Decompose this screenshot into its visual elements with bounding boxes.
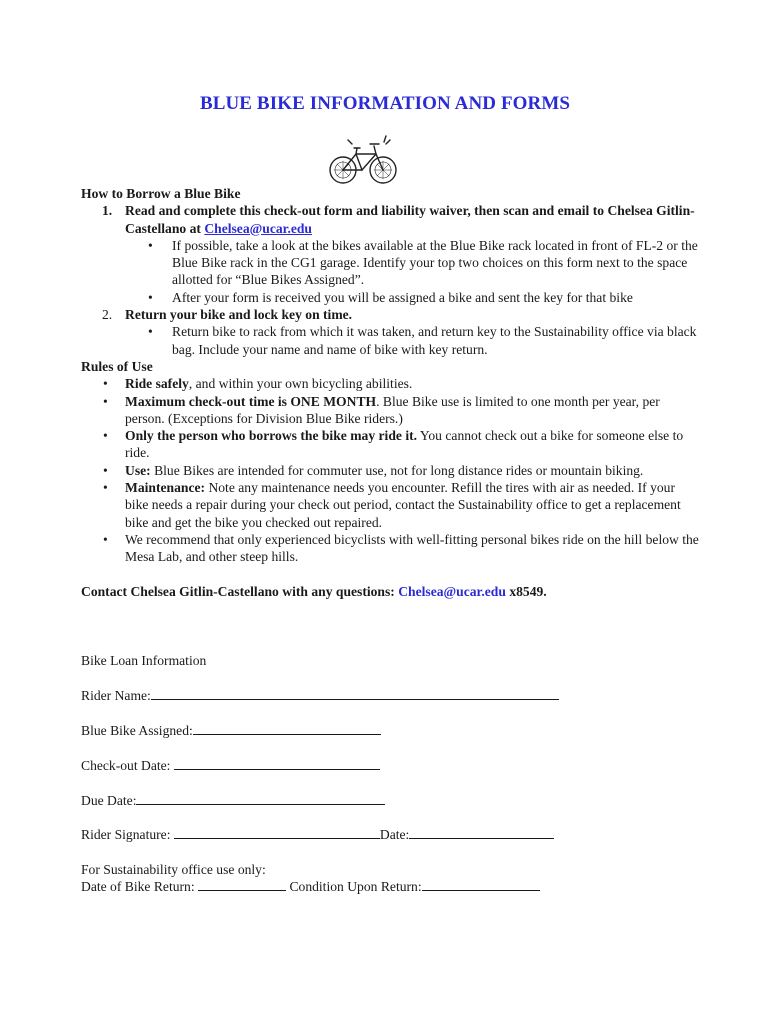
- checkout-date-line[interactable]: [174, 758, 380, 770]
- bike-assigned-field[interactable]: Blue Bike Assigned:: [81, 722, 381, 739]
- condition-line[interactable]: [422, 879, 540, 891]
- signature-field[interactable]: Rider Signature: Date:: [81, 826, 554, 843]
- contact-email-link[interactable]: Chelsea@ucar.edu: [398, 583, 506, 599]
- rule-item: • Only the person who borrows the bike may ride it. You cannot check out a bike for someone else to ride.: [103, 428, 684, 461]
- instructions-body: [81, 185, 701, 600]
- step-2: 2. Return your bike and lock key on time.: [102, 307, 353, 323]
- step-1-bullet: • If possible, take a look at the bikes available at the Blue Bike rack located in front of FL-2 or the Blue Bike rack in the CG1 garage. Identify your top two choices on this form next to the space allotted for “Blue Bikes Assigned”.: [148, 237, 698, 288]
- office-use-heading: For Sustainability office use only:: [81, 862, 266, 877]
- rider-name-line[interactable]: [151, 688, 559, 700]
- step-1: 1. Read and complete this check-out form and liability waiver, then scan and email to Chelsea Gitlin-Castellano at Chelsea@ucar.edu: [102, 203, 695, 236]
- return-date-line[interactable]: [198, 879, 286, 891]
- bike-assigned-line[interactable]: [193, 723, 381, 735]
- rule-item: • We recommend that only experienced bicyclists with well-fitting personal bikes ride on the hill below the Mesa Lab, and other steep hills.: [103, 531, 699, 565]
- contact-line: Contact Chelsea Gitlin-Castellano with any questions: Chelsea@ucar.edu x8549.: [81, 583, 547, 599]
- email-link[interactable]: Chelsea@ucar.edu: [204, 220, 312, 236]
- return-field[interactable]: Date of Bike Return: Condition Upon Return:: [81, 878, 540, 895]
- step-1-text: Read and complete this check-out form and liability waiver, then scan and email to Chelsea Gitlin-Castellano at: [125, 203, 695, 236]
- signature-line[interactable]: [174, 827, 380, 839]
- due-date-field[interactable]: Due Date:: [81, 792, 385, 809]
- rules-heading: Rules of Use: [81, 358, 153, 374]
- page-title: BLUE BIKE INFORMATION AND FORMS: [199, 93, 571, 114]
- loan-info-heading: Bike Loan Information: [81, 653, 207, 668]
- howto-heading: How to Borrow a Blue Bike: [81, 186, 241, 201]
- step-2-text: Return your bike and lock key on time.: [125, 307, 353, 323]
- rule-item: • Maximum check-out time is ONE MONTH. Blue Bike use is limited to one month per year, per person. (Exceptions for Division Blue Bike riders.): [103, 393, 660, 426]
- step-1-bullet: • After your form is received you will be assigned a bike and sent the key for that bike: [148, 289, 633, 305]
- rule-item: • Ride safely, and within your own bicycling abilities.: [103, 376, 413, 392]
- due-date-line[interactable]: [136, 793, 385, 805]
- bicycle-icon: [326, 130, 400, 188]
- rule-item: • Use: Blue Bikes are intended for commuter use, not for long distance rides or mountain biking.: [103, 462, 644, 478]
- signature-date-line[interactable]: [409, 827, 554, 839]
- checkout-date-field[interactable]: Check-out Date:: [81, 757, 380, 774]
- rider-name-field[interactable]: Rider Name:: [81, 687, 559, 704]
- step-2-bullet: • Return bike to rack from which it was taken, and return key to the Sustainability office via black bag. Include your name and name of bike with key return.: [148, 324, 697, 357]
- rule-item: • Maintenance: Note any maintenance needs you encounter. Refill the tires with air as needed. If your bike needs a repair during your check out period, contact the Sustainability office to get a replacement bike and get the bike you checked out repaired.: [103, 480, 681, 530]
